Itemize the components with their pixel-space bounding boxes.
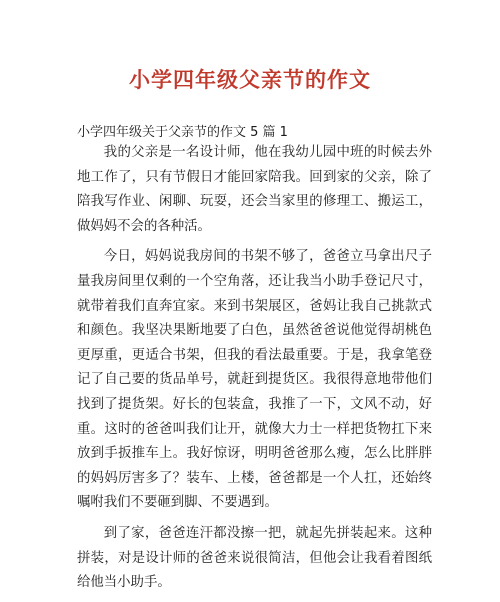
document-body (77, 141, 432, 602)
paragraph: 今日，妈妈说我房间的书架不够了，爸爸立马拿出尺子量我房间里仅剩的一个空角落，还让我当小助手登记尺寸，就带着我们直奔宜家。来到书架展区，爸妈让我自己挑款式和颜色。我坚决果断地要了白色，虽然爸爸说他觉得胡桃色更厚重，更适合书架，但我的看法最重要。于是，我拿笔登记了自己要的货品单号，就赶到提货区。我很得意地带他们找到了提货架。好长的包装盒，我推了一下，文风不动，好重。这时的爸爸叫我们让开，就像大力士一样把货物扛下来放到手扳推车上。我好惊讶，明明爸爸那么瘦，怎么比胖胖的妈妈厉害多了？装车、上楼，爸爸都是一个人扛，还始终嘱咐我们不要砸到脚、不要遇到。 (77, 249, 432, 511)
document-subtitle: 小学四年级关于父亲节的作文 5 篇 1 (77, 125, 288, 140)
document-title: 小学四年级父亲节的作文 (129, 67, 371, 92)
paragraph: 到了家，爸爸连汗都没擦一把，就起先拼装起来。这种拼装，对是设计师的爸爸来说很简洁，但他会让我看着图纸给他当小助手。 (77, 525, 432, 591)
paragraph: 我的父亲是一名设计师，他在我幼儿园中班的时候去外地工作了，只有节假日才能回家陪我。回到家的父亲，除了陪我写作业、闲聊、玩耍，还会当家里的修理工、搬运工，做妈妈不会的各种活。 (77, 145, 432, 234)
